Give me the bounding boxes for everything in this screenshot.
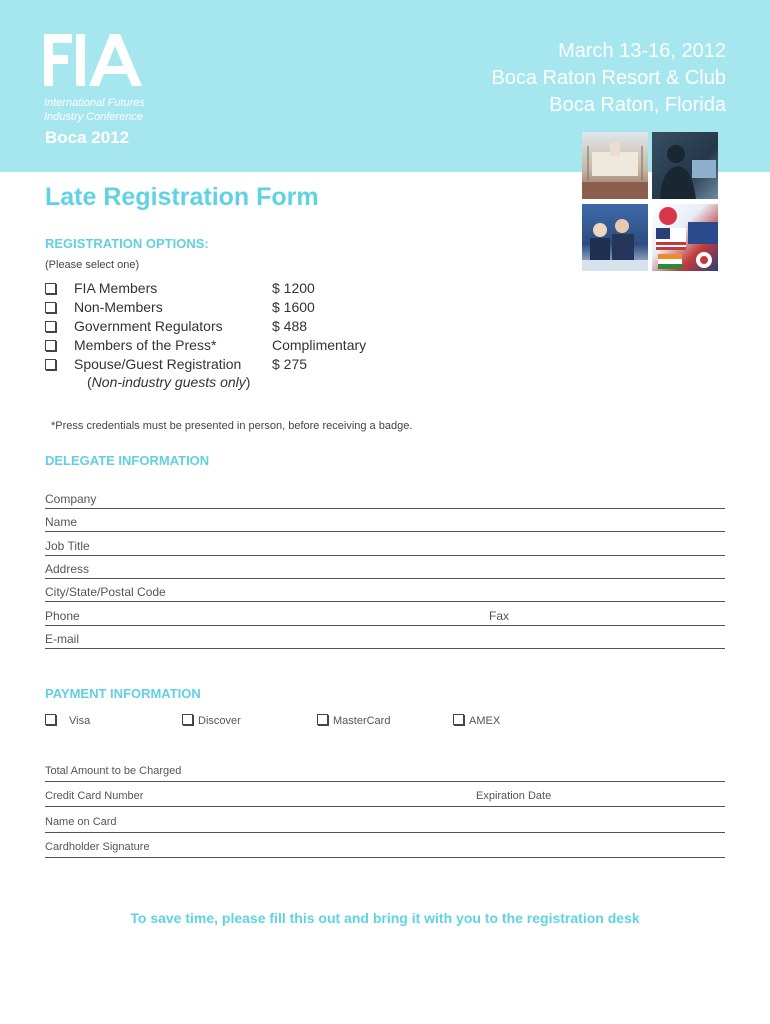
- checkbox[interactable]: [45, 340, 56, 351]
- option-label: FIA Members: [74, 280, 158, 296]
- audience-photo: [582, 204, 648, 271]
- option-price: $ 1600: [272, 299, 315, 315]
- event-info: [491, 38, 726, 119]
- press-note: *Press credentials must be presented in person, before receiving a badge.: [51, 420, 413, 432]
- name-on-card-label: Name on Card: [45, 816, 117, 828]
- address-field[interactable]: [45, 562, 725, 579]
- guest-note: [87, 374, 250, 390]
- footer-note: To save time, please fill this out and bring it with you to the registration desk: [130, 910, 640, 926]
- event-city: Boca Raton, Florida: [549, 94, 726, 116]
- signature-label: Cardholder Signature: [45, 841, 150, 853]
- trader-photo: [652, 132, 718, 199]
- name-field[interactable]: [45, 515, 725, 532]
- checkbox[interactable]: [317, 714, 328, 725]
- fax-label: Fax: [489, 609, 510, 623]
- registration-heading: REGISTRATION OPTIONS:: [45, 236, 209, 251]
- company-field[interactable]: [45, 492, 725, 509]
- checkbox[interactable]: [45, 283, 56, 294]
- checkbox[interactable]: [45, 302, 56, 313]
- email-field[interactable]: [45, 632, 725, 649]
- signature-field[interactable]: [45, 841, 725, 858]
- option-price: $ 488: [272, 318, 308, 334]
- guest-note-open: (: [87, 374, 92, 390]
- checkbox[interactable]: [45, 714, 56, 725]
- address-label: Address: [45, 562, 90, 576]
- flags-photo: [652, 204, 718, 271]
- phone-fax-field[interactable]: [45, 609, 725, 626]
- option-price: Complimentary: [272, 337, 367, 353]
- guest-note-close: ): [245, 374, 251, 390]
- payment-label: MasterCard: [333, 715, 391, 727]
- company-label: Company: [45, 492, 97, 506]
- checkbox[interactable]: [45, 359, 56, 370]
- delegate-heading: DELEGATE INFORMATION: [45, 453, 210, 468]
- option-label: Members of the Press*: [74, 337, 217, 353]
- expiration-label: Expiration Date: [476, 790, 552, 802]
- option-label: Spouse/Guest Registration: [74, 356, 242, 372]
- event-venue: Boca Raton Resort & Club: [491, 67, 726, 89]
- name-label: Name: [45, 515, 78, 529]
- event-title: Boca 2012: [45, 128, 130, 147]
- card-number-label: Credit Card Number: [45, 790, 144, 802]
- form-title: Late Registration Form: [45, 183, 319, 211]
- registration-instruction: (Please select one): [45, 259, 140, 271]
- checkbox[interactable]: [45, 321, 56, 332]
- total-amount-field[interactable]: [45, 765, 725, 782]
- payment-label: Visa: [69, 715, 91, 727]
- org-name-line1: International Futures: [44, 97, 145, 109]
- city-field[interactable]: [45, 585, 725, 602]
- guest-note-text: Non-industry guests only: [91, 374, 246, 390]
- phone-label: Phone: [45, 609, 80, 623]
- photo-collage: [582, 132, 718, 272]
- name-on-card-field[interactable]: [45, 816, 725, 833]
- event-dates: March 13-16, 2012: [558, 40, 726, 62]
- card-number-field[interactable]: [45, 790, 725, 807]
- org-name-line2: Industry Conference: [44, 111, 144, 123]
- payment-heading: PAYMENT INFORMATION: [45, 686, 201, 701]
- job-title-field[interactable]: [45, 539, 725, 556]
- option-label: Non-Members: [74, 299, 163, 315]
- city-label: City/State/Postal Code: [45, 585, 166, 599]
- option-price: $ 275: [272, 356, 308, 372]
- option-price: $ 1200: [272, 280, 315, 296]
- checkbox[interactable]: [182, 714, 193, 725]
- job-title-label: Job Title: [45, 539, 90, 553]
- email-label: E-mail: [45, 632, 80, 646]
- option-label: Government Regulators: [74, 318, 223, 334]
- total-amount-label: Total Amount to be Charged: [45, 765, 182, 777]
- fia-logo: [44, 34, 154, 86]
- checkbox[interactable]: [453, 714, 464, 725]
- org-name: [44, 96, 194, 124]
- payment-label: AMEX: [469, 715, 501, 727]
- payment-label: Discover: [198, 715, 241, 727]
- resort-photo: [582, 132, 648, 199]
